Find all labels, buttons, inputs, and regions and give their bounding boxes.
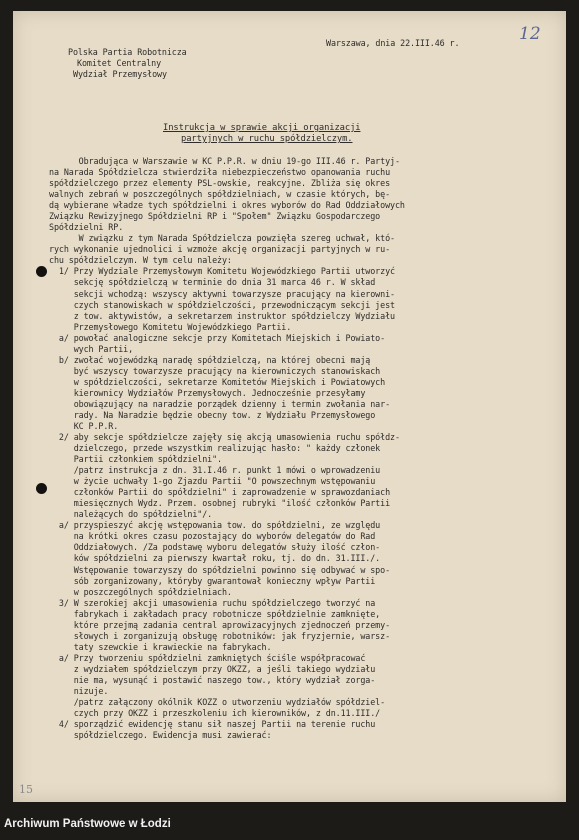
bottom-pencil-mark: 15 bbox=[19, 783, 33, 796]
title-line-2: partyjnych w ruchu spółdzielczym. bbox=[181, 134, 353, 144]
body-line: b/ zwołać wojewódzką naradę spółdzielczą, na której obecni mają bbox=[49, 354, 371, 365]
body-line: z tow. aktywistów, a sekretarzem instruktor spółdzielczy Wydziału bbox=[49, 310, 395, 321]
body-line: 2/ aby sekcje spółdzielcze zajęły się akcją umasowienia ruchu spółdz- bbox=[49, 432, 400, 442]
body-line: słowych i zorganizują obsługę robotników: jak fryzjernie, warsz- bbox=[49, 630, 391, 641]
body-line: /patrz załączony okólnik KOZZ o utworzeniu wydziałów spółdziel- bbox=[49, 697, 386, 707]
body-line: sekcję spółdzielczą w terminie do dnia 31 marca 46 r. W skład bbox=[49, 277, 376, 288]
title-line-1: Instrukcja w sprawie akcji organizacji bbox=[163, 123, 361, 133]
body-line: 1/ Przy Wydziale Przemysłowym Komitetu Wojewódzkiego Partii utworzyć bbox=[49, 266, 395, 277]
body-line: walnych zebrań w poszczególnych spółdzielniach, w czasie których, bę- bbox=[49, 189, 391, 200]
body-line: Partii członkiem spółdzielni". bbox=[49, 454, 222, 465]
body-line: być wszyscy towarzysze pracujący na kierowniczych stanowiskach bbox=[49, 365, 381, 376]
body-line: a/ Przy tworzeniu spółdzielni zamkniętych ściśle współpracować bbox=[49, 652, 366, 663]
body-line: obowiązujący na naradzie porządek dzienny i termin zwołania nar- bbox=[49, 398, 391, 409]
body-line: dzielczego, przede wszystkim realizując hasło: " każdy członek bbox=[49, 443, 381, 453]
body-line: Przemysłowego Komitetu Wojewódzkiego Partii. bbox=[49, 321, 292, 332]
body-line: sób zorganizowany, któryby gwarantował konieczny wpływ Partii bbox=[49, 575, 376, 586]
body-line: w spółdzielczości, sekretarze Komitetów Miejskich i Powiatowych bbox=[49, 376, 386, 387]
body-line: KC P.P.R. bbox=[49, 421, 119, 431]
body-line: Wstępowanie towarzyszy do spółdzielni powinno się odbywać w spo- bbox=[49, 564, 391, 575]
body-line: które przejmą zadania central aprowizacyjnych zjednoczeń przemy- bbox=[49, 619, 391, 630]
org-line-2: Komitet Centralny bbox=[77, 58, 162, 68]
body-line: 3/ W szerokiej akcji umasowienia ruchu spółdzielczego tworzyć na bbox=[49, 597, 376, 608]
body-line: Obradująca w Warszawie w KC P.P.R. w dniu 19-go III.46 r. Partyj- bbox=[49, 156, 400, 166]
body-line: nizuje. bbox=[49, 685, 109, 696]
body-line: rych wykonanie ujednolici i wzmoże akcję organizacji partyjnych w ru- bbox=[49, 244, 391, 255]
body-line: a/ przyspieszyć akcję wstępowania tow. do spółdzielni, ze względu bbox=[49, 520, 381, 531]
body-line: z wydziałem spółdzielczym przy OKZZ, a jeśli takiego wydziału bbox=[49, 663, 376, 674]
body-line: a/ powołać analogiczne sekcje przy Komitetach Miejskich i Powiato- bbox=[49, 332, 386, 343]
body-line: dą wybierane władze tych spółdzielni i okres wyborów do Rad Oddziałowych bbox=[49, 200, 405, 211]
body-line: w życie uchwały 1-go Zjazdu Partii "O powszechnym wstępowaniu bbox=[49, 476, 376, 487]
punch-hole bbox=[36, 266, 47, 277]
punch-hole bbox=[36, 483, 47, 494]
body-line: czych stanowiskach w spółdzielczości, przewodniczącym sekcji jest bbox=[49, 299, 395, 310]
body-line: Spółdzielni RP. bbox=[49, 222, 124, 233]
archive-name: Archiwum Państwowe w Łodzi bbox=[4, 818, 171, 830]
org-line-1: Polska Partia Robotnicza bbox=[68, 47, 187, 57]
org-line-3: Wydział Przemysłowy bbox=[73, 69, 167, 79]
body-line: sekcji wchodzą: wszyscy aktywni towarzysze pracujący na kierowni- bbox=[49, 288, 395, 299]
body-line: nie ma, wysunąć i postawić naszego tow., który wydział zorga- bbox=[49, 674, 376, 685]
body-line: na Narada Spółdzielcza stwierdziła niebezpieczeństwo opanowania ruchu bbox=[49, 167, 391, 177]
body-line: W związku z tym Narada Spółdzielcza powzięła szereg uchwał, któ- bbox=[49, 233, 395, 244]
archive-footer bbox=[0, 812, 579, 840]
body-line: 4/ sporządzić ewidencję stanu sił naszej Partii na terenie ruchu bbox=[49, 719, 376, 729]
body-line: spółdzielczego. Ewidencja musi zawierać: bbox=[49, 730, 272, 741]
body-line: wych Partii, bbox=[49, 343, 134, 354]
date-line: Warszawa, dnia 22.III.46 r. bbox=[326, 38, 460, 48]
body-line: taty szewckie i krawieckie na fabrykach. bbox=[49, 641, 272, 652]
body-line: chu spółdzielczym. W tym celu należy: bbox=[49, 255, 232, 266]
body-line: miesięcznych Wydz. Przem. osobnej rubryki "ilość członków Partii bbox=[49, 498, 391, 509]
body-line: należących do spółdzielni"/. bbox=[49, 509, 213, 520]
body-line: spółdzielczego przez elementy PSL-owskie, reakcyjne. Zbliża się okres bbox=[49, 178, 391, 189]
body-line: członków Partii do spółdzielni" i zaprowadzenie w sprawozdaniach bbox=[49, 487, 391, 498]
body-line: kierownicy Wydziałów Przemysłowych. Jednocześnie przesyłamy bbox=[49, 387, 366, 398]
body-line: fabrykach i zakładach pracy robotnicze spółdzielnie zamknięte, bbox=[49, 608, 381, 619]
body-line: w poszczególnych spółdzielniach. bbox=[49, 586, 232, 597]
body-line: Oddziałowych. /Za podstawę wyboru delegatów służy ilość człon- bbox=[49, 542, 381, 553]
body-line: /patrz instrukcja z dn. 31.I.46 r. punkt 1 mówi o wprowadzeniu bbox=[49, 465, 381, 476]
document-page bbox=[13, 11, 566, 802]
body-line: ków spółdzielni za pierwszy kwartał roku, tj. do dn. 31.III./. bbox=[49, 553, 381, 564]
body-line: Związku Rewizyjnego Spółdzielni RP i "Społem" Związku Gospodarczego bbox=[49, 211, 381, 222]
body-line: na krótki okres czasu pozostający do wyborów delegatów do Rad bbox=[49, 531, 376, 542]
body-line: czych przy OKZZ i przeszkoleniu ich kierowników, z dn.11.III./ bbox=[49, 708, 381, 718]
handwritten-page-number: 12 bbox=[519, 24, 541, 44]
body-line: rady. Na Naradzie będzie obecny tow. z Wydziału Przemysłowego bbox=[49, 409, 376, 420]
